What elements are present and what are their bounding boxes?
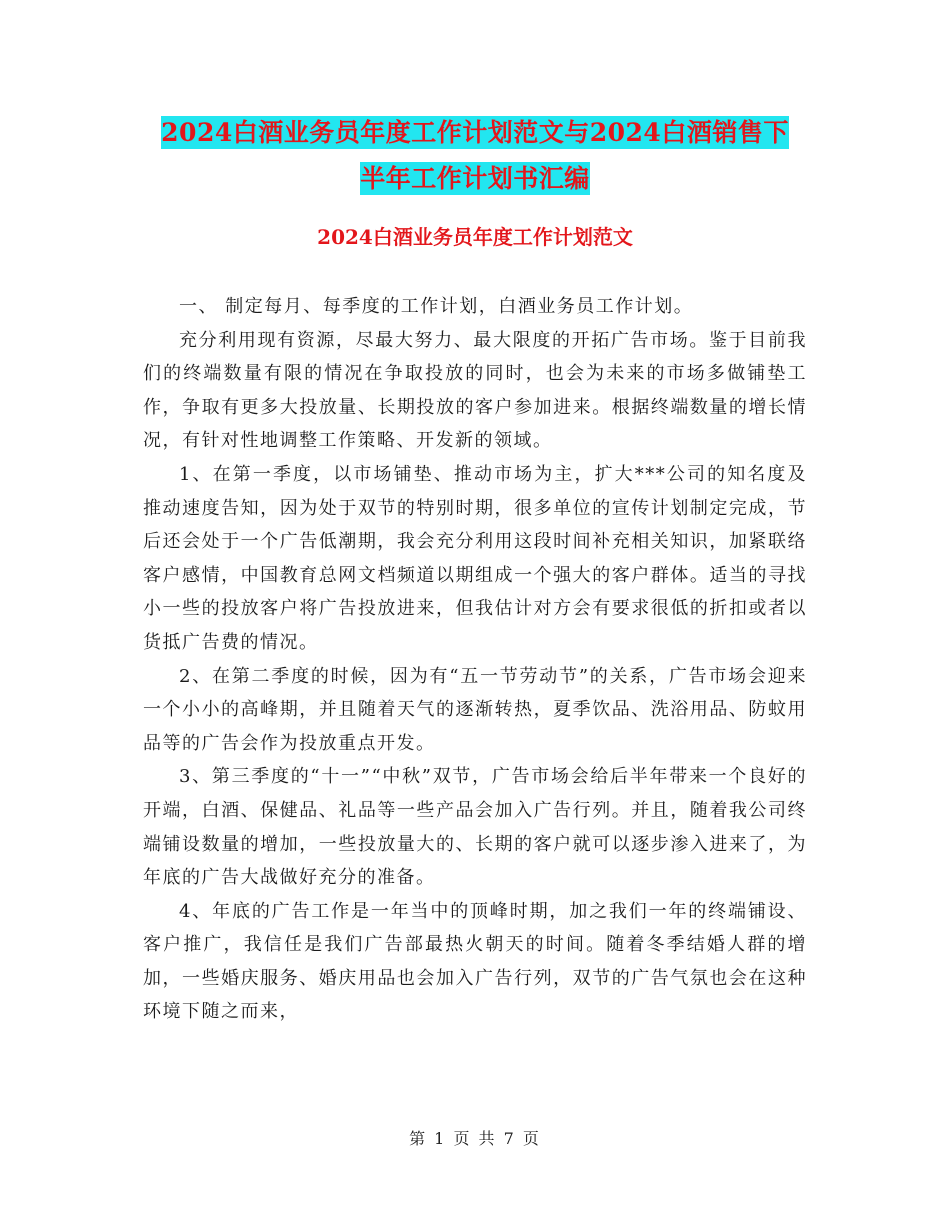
page-number-footer: 第 1 页 共 7 页 — [409, 1129, 541, 1148]
section-title: 2024白酒业务员年度工作计划范文 — [317, 225, 633, 249]
paragraph: 2、在第二季度的时候，因为有“五一节劳动节”的关系，广告市场会迎来一个小小的高峰期，并且随着天气的逐渐转热，夏季饮品、洗浴用品、防蚊用品等的广告会作为投放重点开发。 — [143, 665, 807, 754]
paragraph: 3、第三季度的“十一”“中秋”双节，广告市场会给后半年带来一个良好的开端，白酒、保健品、礼品等一些产品会加入广告行列。并且，随着我公司终端铺设数量的增加，一些投放量大的、长期的客户就可以逐步渗入进来了，为年底的广告大战做好充分的准备。 — [143, 766, 807, 889]
paragraph: 一、 制定每月、每季度的工作计划，白酒业务员工作计划。 — [179, 296, 694, 317]
paragraph: 4、年底的广告工作是一年当中的顶峰时期，加之我们一年的终端铺设、客户推广，我信任是我们广告部最热火朝天的时间。随着冬季结婚人群的增加，一些婚庆服务、婚庆用品也会加入广告行列，双节的广告气氛也会在这种环境下随之而来， — [143, 900, 807, 1023]
paragraph: 1、在第一季度，以市场铺垫、推动市场为主，扩大***公司的知名度及推动速度告知，因为处于双节的特别时期，很多单位的宣传计划制定完成，节后还会处于一个广告低潮期，我会充分利用这段时间补充相关知识，加紧联络客户感情，中国教育总网文档频道以期组成一个强大的客户群体。适当的寻找小一些的投放客户将广告投放进来，但我估计对方会有要求很低的折扣或者以货抵广告费的情况。 — [143, 463, 807, 653]
document-title-line1: 2024白酒业务员年度工作计划范文与2024白酒销售下 — [161, 118, 789, 147]
paragraph: 充分利用现有资源，尽最大努力、最大限度的开拓广告市场。鉴于目前我们的终端数量有限的情况在争取投放的同时，也会为未来的市场多做铺垫工作，争取有更多大投放量、长期投放的客户参加进来。根据终端数量的增长情况，有针对性地调整工作策略、开发新的领域。 — [143, 329, 807, 452]
document-title-line2: 半年工作计划书汇编 — [360, 164, 590, 193]
document-title — [140, 110, 810, 202]
document-body — [143, 290, 807, 1029]
